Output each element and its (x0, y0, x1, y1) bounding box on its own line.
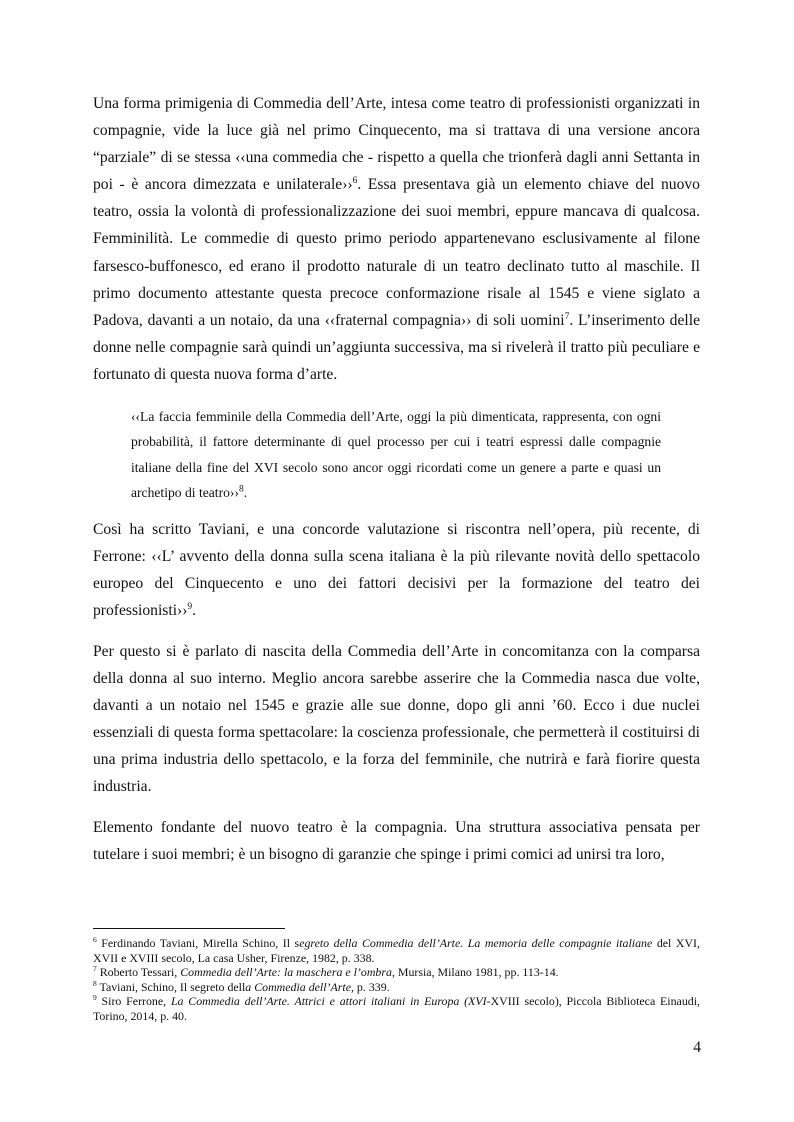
quote-end: . (243, 484, 248, 500)
paragraph-3-text: Per questo si è parlato di nascita della Commedia dell’Arte in concomitanza con la comparsa della donna al suo interno. Meglio ancora sarebbe asserire che la Commedia nasca due volte, davanti a un notaio nel 1545 e grazie alle sue donne, dopo gli anni ’60. Ecco i due nuclei essenziali di questa forma spettacolare: la coscienza professionale, che permetterà il costituirsi di una prima industria dello spettacolo, e la forza del femminile, che nutrirà e farà fiorire questa industria. (93, 643, 700, 796)
footnote-8-text-a: Taviani, Schino, Il segreto dell (96, 979, 246, 994)
page-number: 4 (693, 1039, 701, 1056)
footnote-ref-7[interactable]: 7 (564, 311, 570, 322)
footnote-8-text-b: p. 339. (353, 979, 390, 994)
paragraph-2-text-a: Così ha scritto Taviani, e una concorde valutazione si riscontra nell’opera, più recente, di Ferrone: ‹‹L’ avvento della donna sulla scena italiana è la più rilevante novità dello spettacolo europeo del Cinquecento e uno dei fattori decisivi per la formazione del teatro dei professionisti›› (93, 521, 700, 620)
block-quote (131, 404, 661, 505)
footnote-7-text-a: Roberto Tessari, (96, 965, 181, 980)
footnote-8 (93, 980, 700, 995)
footnote-ref-8[interactable]: 8 (238, 484, 244, 495)
paragraph-4-text: Elemento fondante del nuovo teatro è la compagnia. Una struttura associativa pensata per tutelare i suoi membri; è un bisogno di garanzie che spinge i primi comici ad unirsi tra loro, (93, 819, 700, 864)
footnote-6-marker: 6 (93, 935, 97, 945)
footnote-6-title: egreto della Commedia dell’Arte. La memoria delle compagnie italiane (299, 936, 653, 950)
footnote-9-text-a: Siro Ferrone, (96, 994, 171, 1009)
footnote-7-title: Commedia dell’Arte: la maschera e l’ombra (180, 965, 392, 980)
footnote-separator (93, 928, 285, 929)
body-paragraph-4 (93, 814, 700, 868)
footnote-6-text-a: Ferdinando Taviani, Mirella Schino, Il s (96, 936, 300, 950)
paragraph-1-text-c: . L’inserimento delle donne nelle compagnie sarà quindi un’aggiunta successiva, ma si rivelerà il tratto più peculiare e fortunato di questa nuova forma d’arte. (93, 311, 700, 383)
paragraph-2-text-b: . (192, 602, 197, 620)
footnote-6-text-b: del XVI, XVII e XVIII secolo, La casa Usher, Firenze, 1982, p. 338. (93, 936, 700, 965)
footnote-9-title: La Commedia dell’Arte. Attrici e attori italiani in Europa (XVI- (170, 994, 491, 1009)
footnote-7-marker: 7 (93, 964, 97, 974)
footnote-9-text-b: XVIII secolo), Piccola Biblioteca Einaudi, Torino, 2014, p. 40. (93, 994, 700, 1023)
paragraph-1-text-b: . Essa presentava già un elemento chiave del nuovo teatro, ossia la volontà di professionalizzazione dei suoi membri, eppure mancava di qualcosa. Femminilità. Le commedie di questo primo periodo appartenevano esclusivamente al filone farsesco-buffonesco, ed erano il prodotto naturale di un teatro declinato tutto al maschile. Il primo documento attestante questa precoce conformazione risale al 1545 e viene siglato a Padova, davanti a un notaio, da una ‹‹fraternal compagnia›› di soli uomini (93, 176, 700, 329)
footnote-9-marker: 9 (93, 993, 97, 1003)
footnote-6 (93, 936, 700, 965)
body-paragraph-1 (93, 90, 700, 388)
footnotes (93, 936, 700, 1024)
footnote-ref-9[interactable]: 9 (187, 602, 193, 613)
footnote-ref-6[interactable]: 6 (352, 176, 358, 187)
footnote-8-title: a Commedia dell’Arte, (245, 979, 354, 994)
footnote-7 (93, 965, 700, 980)
body-paragraph-2 (93, 516, 700, 624)
quote-text: ‹‹La faccia femminile della Commedia dell’Arte, oggi la più dimenticata, rappresenta, con ogni probabilità, il fattore determinante di quel processo per cui i teatri espressi dalle compagnie italiane della fine del XVI secolo sono ancor oggi ricordati come un genere a parte e quasi un archetipo di teatro›› (131, 409, 661, 500)
body-paragraph-3 (93, 638, 700, 801)
footnote-9 (93, 994, 700, 1023)
footnote-8-marker: 8 (93, 978, 97, 988)
footnote-7-text-b: , Mursia, Milano 1981, pp. 113-14. (391, 965, 559, 980)
paragraph-1-text-a: Una forma primigenia di Commedia dell’Arte, intesa come teatro di professionisti organizzati in compagnie, vide la luce già nel primo Cinquecento, ma si trattava di una versione ancora “parziale” di se stessa ‹‹una commedia che - rispetto a quella che trionferà dagli anni Settanta in poi - è ancora dimezzata e unilaterale›› (93, 95, 700, 194)
